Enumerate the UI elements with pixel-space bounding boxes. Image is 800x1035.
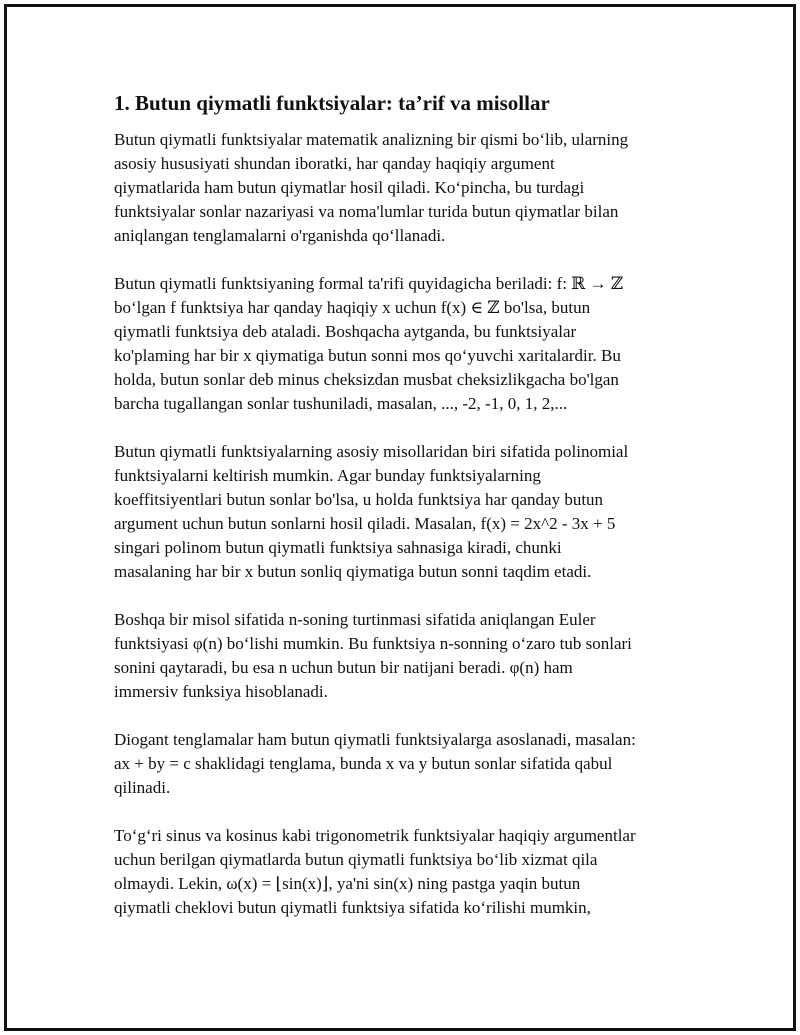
text-line: To‘g‘ri sinus va kosinus kabi trigonometrik funktsiyalar haqiqiy argumentlar [114, 826, 636, 845]
text-line: singari polinom butun qiymatli funktsiya sahnasiga kiradi, chunki [114, 538, 562, 557]
text-line: qilinadi. [114, 778, 171, 797]
paragraph-formal-definition [114, 272, 690, 416]
text-line: immersiv funksiya hisoblanadi. [114, 682, 328, 701]
text-line: ko'plaming har bir x qiymatiga butun sonni mos qo‘yuvchi xaritalardir. Bu [114, 346, 621, 365]
text-line: qiymatlarida ham butun qiymatlar hosil qiladi. Ko‘pincha, bu turdagi [114, 178, 585, 197]
text-line: sonini qaytaradi, bu esa n uchun butun bir natijani beradi. φ(n) ham [114, 658, 573, 677]
text-line: qiymatli funktsiya deb ataladi. Boshqacha aytganda, bu funktsiyalar [114, 322, 577, 341]
text-line: holda, butun sonlar deb minus cheksizdan musbat cheksizlikgacha bo'lgan [114, 370, 619, 389]
text-line: uchun berilgan qiymatlarda butun qiymatli funktsiya bo‘lib xizmat qila [114, 850, 598, 869]
paragraph-polynomial-example [114, 440, 690, 584]
document-body [114, 88, 690, 944]
text-line: masalaning har bir x butun sonliq qiymatiga butun sonni taqdim etadi. [114, 562, 592, 581]
text-line: bo‘lgan f funktsiya har qanday haqiqiy x uchun f(x) ∈ ℤ bo'lsa, butun [114, 298, 591, 317]
text-line: funktsiyalarni keltirish mumkin. Agar bunday funktsiyalarning [114, 466, 541, 485]
paragraph-trigonometric [114, 824, 690, 920]
text-line: asosiy hususiyati shundan iboratki, har qanday haqiqiy argument [114, 154, 555, 173]
text-line: olmaydi. Lekin, ω(x) = ⌊sin(x)⌋, ya'ni sin(x) ning pastga yaqin butun [114, 874, 581, 893]
paragraph-euler-example [114, 608, 690, 704]
text-line: Butun qiymatli funktsiyaning formal ta'rifi quyidagicha beriladi: f: ℝ → ℤ [114, 274, 624, 293]
text-line: funktsiyalar sonlar nazariyasi va noma'lumlar turida butun qiymatlar bilan [114, 202, 619, 221]
section-heading: 1. Butun qiymatli funktsiyalar: ta’rif va misollar [114, 91, 550, 115]
text-line: Butun qiymatli funktsiyalarning asosiy misollaridan biri sifatida polinomial [114, 442, 629, 461]
text-line: Boshqa bir misol sifatida n-soning turtinmasi sifatida aniqlangan Euler [114, 610, 596, 629]
text-line: qiymatli cheklovi butun qiymatli funktsiya sifatida ko‘rilishi mumkin, [114, 898, 591, 917]
paragraph-diophantine [114, 728, 690, 800]
text-line: koeffitsiyentlari butun sonlar bo'lsa, u holda funktsiya har qanday butun [114, 490, 604, 509]
text-line: aniqlangan tenglamalarni o'rganishda qo‘llanadi. [114, 226, 446, 245]
text-line: argument uchun butun sonlarni hosil qiladi. Masalan, f(x) = 2x^2 - 3x + 5 [114, 514, 616, 533]
text-line: funktsiyasi φ(n) bo‘lishi mumkin. Bu funktsiya n-sonning o‘zaro tub sonlari [114, 634, 632, 653]
text-line: ax + by = c shaklidagi tenglama, bunda x va y butun sonlar sifatida qabul [114, 754, 613, 773]
text-line: Butun qiymatli funktsiyalar matematik analizning bir qismi bo‘lib, ularning [114, 130, 629, 149]
text-line: barcha tugallangan sonlar tushuniladi, masalan, ..., -2, -1, 0, 1, 2,... [114, 394, 568, 413]
text-line: Diogant tenglamalar ham butun qiymatli funktsiyalarga asoslanadi, masalan: [114, 730, 636, 749]
paragraph-intro [114, 128, 690, 248]
